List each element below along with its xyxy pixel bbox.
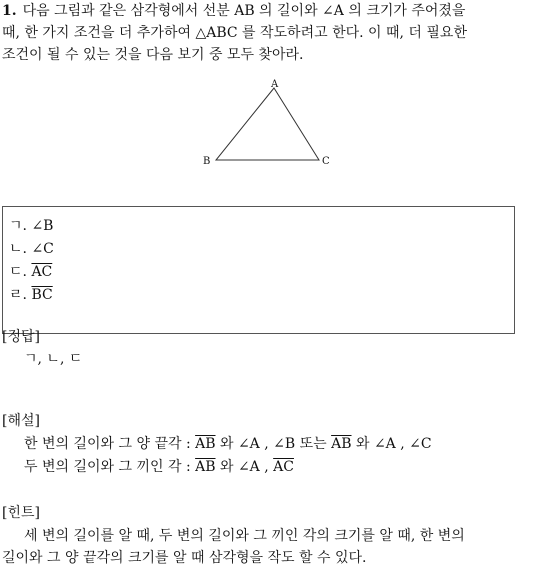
choices-box bbox=[2, 206, 515, 334]
choice-item bbox=[9, 240, 54, 258]
question-text-1: 다음 그림과 같은 삼각형에서 선분 AB 의 길이와 ∠A 의 크기가 주어졌을 bbox=[22, 3, 466, 19]
choice-item bbox=[9, 217, 53, 235]
hint-line-2: 길이와 그 양 끝각의 크기를 알 때 삼각형을 작도 할 수 있다. bbox=[2, 550, 367, 566]
choice-item bbox=[9, 263, 52, 281]
question-line-2: 때, 한 가지 조건을 더 추가하여 △ABC 를 작도하려고 한다. 이 때, 더 필요한 bbox=[2, 25, 467, 41]
explanation-heading: [해설] bbox=[2, 413, 40, 429]
explanation-text: 한 변의 길이와 그 양 끝각 : bbox=[24, 436, 196, 452]
explanation-line-2 bbox=[24, 458, 294, 476]
triangle-figure bbox=[195, 78, 340, 173]
explanation-text: 와 ∠A , ∠B 또는 bbox=[215, 436, 332, 452]
choice-text: ∠C bbox=[31, 241, 54, 257]
choice-text: $\overline{AC}$ bbox=[31, 264, 53, 280]
explanation-line-1 bbox=[24, 435, 432, 453]
vertex-label-c: C bbox=[322, 156, 330, 167]
segment-label: $\overline{AC}$ bbox=[273, 459, 294, 475]
question-number: 1. bbox=[2, 3, 17, 19]
choice-text: $\overline{BC}$ bbox=[31, 287, 53, 303]
segment-label: $\overline{AB}$ bbox=[195, 436, 216, 452]
answer-text: ㄱ, ㄴ, ㄷ bbox=[24, 351, 83, 367]
choice-prefix: ㄷ. bbox=[9, 264, 32, 280]
choice-prefix: ㄱ. bbox=[9, 218, 32, 234]
explanation-text: 두 변의 길이와 그 끼인 각 : bbox=[24, 459, 196, 475]
triangle-shape bbox=[216, 88, 319, 160]
vertex-label-b: B bbox=[203, 156, 211, 167]
explanation-text: 와 ∠A , ∠C bbox=[351, 436, 432, 452]
segment-label: $\overline{AB}$ bbox=[195, 459, 216, 475]
vertex-label-a: A bbox=[271, 79, 279, 90]
choice-text: ∠B bbox=[31, 218, 54, 234]
question-line-3: 조건이 될 수 있는 것을 다음 보기 중 모두 찾아라. bbox=[2, 47, 304, 63]
choice-prefix: ㄴ. bbox=[9, 241, 32, 257]
choice-item bbox=[9, 286, 53, 304]
answer-heading: [정답] bbox=[2, 329, 40, 345]
segment-label: $\overline{AB}$ bbox=[331, 436, 352, 452]
hint-heading: [힌트] bbox=[2, 505, 40, 521]
question-line-1 bbox=[2, 2, 465, 20]
explanation-text: 와 ∠A , bbox=[215, 459, 274, 475]
choice-prefix: ㄹ. bbox=[9, 287, 32, 303]
hint-line-1: 세 변의 길이를 알 때, 두 변의 길이와 그 끼인 각의 크기를 알 때, 한 변의 bbox=[24, 528, 465, 544]
